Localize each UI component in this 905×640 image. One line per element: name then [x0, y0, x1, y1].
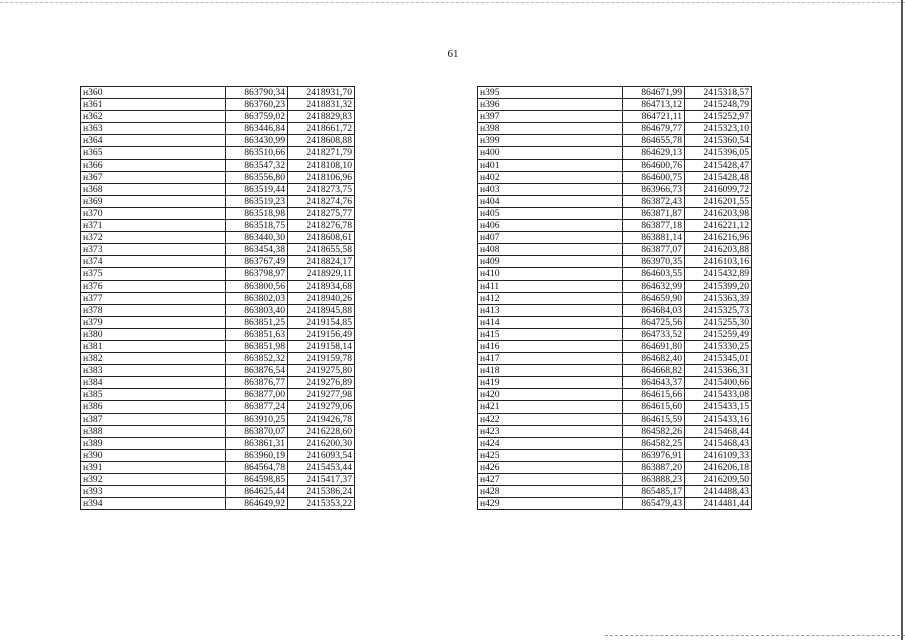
x-coordinate-cell: 864655,78 — [623, 135, 685, 147]
point-name-cell: н371 — [81, 220, 226, 232]
table-row — [81, 377, 355, 389]
x-coordinate-cell: 864725,56 — [623, 316, 685, 328]
point-name-cell: н422 — [478, 413, 623, 425]
point-name-cell: н369 — [81, 195, 226, 207]
table-row — [81, 268, 355, 280]
point-name-cell: н400 — [478, 147, 623, 159]
x-coordinate-cell: 864682,40 — [623, 353, 685, 365]
y-coordinate-cell: 2418608,61 — [288, 232, 355, 244]
table-row — [478, 340, 752, 352]
point-name-cell: н421 — [478, 401, 623, 413]
point-name-cell: н380 — [81, 328, 226, 340]
y-coordinate-cell: 2414488,43 — [685, 486, 752, 498]
table-row — [81, 340, 355, 352]
point-name-cell: н393 — [81, 486, 226, 498]
y-coordinate-cell: 2419426,78 — [288, 413, 355, 425]
x-coordinate-cell: 863970,35 — [623, 256, 685, 268]
x-coordinate-cell: 864643,37 — [623, 377, 685, 389]
point-name-cell: н415 — [478, 328, 623, 340]
table-row — [478, 498, 752, 510]
y-coordinate-cell: 2418931,70 — [288, 87, 355, 99]
point-name-cell: н368 — [81, 183, 226, 195]
table-row — [81, 437, 355, 449]
y-coordinate-cell: 2416103,16 — [685, 256, 752, 268]
scan-edge-bottom — [605, 635, 905, 637]
x-coordinate-cell: 863760,23 — [226, 99, 288, 111]
x-coordinate-cell: 864733,52 — [623, 328, 685, 340]
y-coordinate-cell: 2418945,88 — [288, 304, 355, 316]
y-coordinate-cell: 2418106,96 — [288, 171, 355, 183]
y-coordinate-cell: 2416221,12 — [685, 220, 752, 232]
x-coordinate-cell: 863798,97 — [226, 268, 288, 280]
x-coordinate-cell: 863870,07 — [226, 425, 288, 437]
y-coordinate-cell: 2415428,47 — [685, 159, 752, 171]
y-coordinate-cell: 2415363,39 — [685, 292, 752, 304]
y-coordinate-cell: 2419159,78 — [288, 353, 355, 365]
table-row — [81, 389, 355, 401]
x-coordinate-cell: 864564,78 — [226, 461, 288, 473]
point-name-cell: н379 — [81, 316, 226, 328]
x-coordinate-cell: 863802,03 — [226, 292, 288, 304]
point-name-cell: н367 — [81, 171, 226, 183]
coordinates-table-left — [80, 86, 355, 510]
table-row — [81, 147, 355, 159]
y-coordinate-cell: 2418829,83 — [288, 111, 355, 123]
table-row — [81, 183, 355, 195]
point-name-cell: н402 — [478, 171, 623, 183]
point-name-cell: н404 — [478, 195, 623, 207]
y-coordinate-cell: 2416201,55 — [685, 195, 752, 207]
table-row — [478, 135, 752, 147]
table-row — [478, 449, 752, 461]
table-row — [81, 292, 355, 304]
x-coordinate-cell: 863800,56 — [226, 280, 288, 292]
table-row — [81, 256, 355, 268]
point-name-cell: н395 — [478, 87, 623, 99]
x-coordinate-cell: 865479,43 — [623, 498, 685, 510]
y-coordinate-cell: 2416203,98 — [685, 207, 752, 219]
y-coordinate-cell: 2418271,79 — [288, 147, 355, 159]
point-name-cell: н385 — [81, 389, 226, 401]
x-coordinate-cell: 863877,24 — [226, 401, 288, 413]
y-coordinate-cell: 2418824,17 — [288, 256, 355, 268]
y-coordinate-cell: 2415252,97 — [685, 111, 752, 123]
y-coordinate-cell: 2415428,48 — [685, 171, 752, 183]
point-name-cell: н399 — [478, 135, 623, 147]
point-name-cell: н394 — [81, 498, 226, 510]
x-coordinate-cell: 863767,49 — [226, 256, 288, 268]
x-coordinate-cell: 863851,98 — [226, 340, 288, 352]
table-row — [81, 498, 355, 510]
point-name-cell: н417 — [478, 353, 623, 365]
y-coordinate-cell: 2415366,31 — [685, 365, 752, 377]
point-name-cell: н373 — [81, 244, 226, 256]
table-row — [478, 111, 752, 123]
point-name-cell: н366 — [81, 159, 226, 171]
x-coordinate-cell: 863518,75 — [226, 220, 288, 232]
y-coordinate-cell: 2415453,44 — [288, 461, 355, 473]
y-coordinate-cell: 2415468,44 — [685, 425, 752, 437]
y-coordinate-cell: 2416109,33 — [685, 449, 752, 461]
y-coordinate-cell: 2415468,43 — [685, 437, 752, 449]
point-name-cell: н378 — [81, 304, 226, 316]
y-coordinate-cell: 2418661,72 — [288, 123, 355, 135]
point-name-cell: н424 — [478, 437, 623, 449]
y-coordinate-cell: 2419156,49 — [288, 328, 355, 340]
point-name-cell: н390 — [81, 449, 226, 461]
table-row — [478, 474, 752, 486]
x-coordinate-cell: 864603,55 — [623, 268, 685, 280]
point-name-cell: н428 — [478, 486, 623, 498]
y-coordinate-cell: 2416093,54 — [288, 449, 355, 461]
point-name-cell: н426 — [478, 461, 623, 473]
point-name-cell: н405 — [478, 207, 623, 219]
x-coordinate-cell: 863547,32 — [226, 159, 288, 171]
point-name-cell: н429 — [478, 498, 623, 510]
table-row — [81, 123, 355, 135]
x-coordinate-cell: 863454,38 — [226, 244, 288, 256]
scan-edge-top — [0, 2, 905, 6]
x-coordinate-cell: 863556,80 — [226, 171, 288, 183]
y-coordinate-cell: 2415432,89 — [685, 268, 752, 280]
table-row — [478, 365, 752, 377]
table-row — [478, 99, 752, 111]
table-row — [81, 365, 355, 377]
point-name-cell: н396 — [478, 99, 623, 111]
table-row — [478, 195, 752, 207]
point-name-cell: н407 — [478, 232, 623, 244]
x-coordinate-cell: 864632,99 — [623, 280, 685, 292]
x-coordinate-cell: 863852,32 — [226, 353, 288, 365]
y-coordinate-cell: 2416209,50 — [685, 474, 752, 486]
table-row — [478, 87, 752, 99]
point-name-cell: н420 — [478, 389, 623, 401]
y-coordinate-cell: 2418275,77 — [288, 207, 355, 219]
x-coordinate-cell: 863877,00 — [226, 389, 288, 401]
point-name-cell: н384 — [81, 377, 226, 389]
y-coordinate-cell: 2416200,30 — [288, 437, 355, 449]
table-row — [81, 232, 355, 244]
y-coordinate-cell: 2418273,75 — [288, 183, 355, 195]
table-row — [81, 413, 355, 425]
point-name-cell: н364 — [81, 135, 226, 147]
x-coordinate-cell: 864600,75 — [623, 171, 685, 183]
y-coordinate-cell: 2416203,88 — [685, 244, 752, 256]
table-row — [81, 171, 355, 183]
y-coordinate-cell: 2418929,11 — [288, 268, 355, 280]
table-row — [81, 195, 355, 207]
table-row — [81, 99, 355, 111]
x-coordinate-cell: 863887,20 — [623, 461, 685, 473]
y-coordinate-cell: 2418108,10 — [288, 159, 355, 171]
point-name-cell: н363 — [81, 123, 226, 135]
point-name-cell: н419 — [478, 377, 623, 389]
point-name-cell: н389 — [81, 437, 226, 449]
y-coordinate-cell: 2418608,88 — [288, 135, 355, 147]
scan-edge-right — [901, 0, 903, 640]
table-row — [81, 461, 355, 473]
point-name-cell: н361 — [81, 99, 226, 111]
x-coordinate-cell: 863851,63 — [226, 328, 288, 340]
x-coordinate-cell: 863872,43 — [623, 195, 685, 207]
table-row — [81, 159, 355, 171]
y-coordinate-cell: 2415433,15 — [685, 401, 752, 413]
x-coordinate-cell: 864582,25 — [623, 437, 685, 449]
y-coordinate-cell: 2418274,76 — [288, 195, 355, 207]
y-coordinate-cell: 2415318,57 — [685, 87, 752, 99]
point-name-cell: н413 — [478, 304, 623, 316]
x-coordinate-cell: 864691,80 — [623, 340, 685, 352]
table-row — [81, 353, 355, 365]
y-coordinate-cell: 2419275,80 — [288, 365, 355, 377]
x-coordinate-cell: 863510,66 — [226, 147, 288, 159]
y-coordinate-cell: 2418934,68 — [288, 280, 355, 292]
y-coordinate-cell: 2418276,78 — [288, 220, 355, 232]
y-coordinate-cell: 2416228,60 — [288, 425, 355, 437]
y-coordinate-cell: 2419158,14 — [288, 340, 355, 352]
y-coordinate-cell: 2418655,58 — [288, 244, 355, 256]
x-coordinate-cell: 864625,44 — [226, 486, 288, 498]
point-name-cell: н362 — [81, 111, 226, 123]
x-coordinate-cell: 863803,40 — [226, 304, 288, 316]
x-coordinate-cell: 863910,25 — [226, 413, 288, 425]
x-coordinate-cell: 864679,77 — [623, 123, 685, 135]
point-name-cell: н414 — [478, 316, 623, 328]
table-row — [478, 304, 752, 316]
point-name-cell: н370 — [81, 207, 226, 219]
point-name-cell: н387 — [81, 413, 226, 425]
x-coordinate-cell: 863888,23 — [623, 474, 685, 486]
x-coordinate-cell: 864600,76 — [623, 159, 685, 171]
y-coordinate-cell: 2415323,10 — [685, 123, 752, 135]
y-coordinate-cell: 2419277,98 — [288, 389, 355, 401]
page-number: 61 — [447, 48, 459, 60]
table-row — [478, 159, 752, 171]
x-coordinate-cell: 864659,90 — [623, 292, 685, 304]
x-coordinate-cell: 864649,92 — [226, 498, 288, 510]
table-row — [81, 280, 355, 292]
y-coordinate-cell: 2415386,24 — [288, 486, 355, 498]
y-coordinate-cell: 2416099,72 — [685, 183, 752, 195]
y-coordinate-cell: 2419276,89 — [288, 377, 355, 389]
table-row — [478, 389, 752, 401]
x-coordinate-cell: 864615,59 — [623, 413, 685, 425]
table-row — [81, 425, 355, 437]
y-coordinate-cell: 2415400,66 — [685, 377, 752, 389]
point-name-cell: н406 — [478, 220, 623, 232]
table-row — [81, 135, 355, 147]
point-name-cell: н411 — [478, 280, 623, 292]
table-row — [478, 268, 752, 280]
table-row — [478, 413, 752, 425]
point-name-cell: н418 — [478, 365, 623, 377]
table-row — [478, 280, 752, 292]
table-row — [81, 207, 355, 219]
point-name-cell: н427 — [478, 474, 623, 486]
table-row — [81, 111, 355, 123]
point-name-cell: н382 — [81, 353, 226, 365]
x-coordinate-cell: 863519,44 — [226, 183, 288, 195]
table-row — [478, 207, 752, 219]
table-row — [478, 425, 752, 437]
point-name-cell: н408 — [478, 244, 623, 256]
x-coordinate-cell: 864629,13 — [623, 147, 685, 159]
x-coordinate-cell: 864615,60 — [623, 401, 685, 413]
x-coordinate-cell: 863790,34 — [226, 87, 288, 99]
x-coordinate-cell: 864684,03 — [623, 304, 685, 316]
x-coordinate-cell: 863877,07 — [623, 244, 685, 256]
y-coordinate-cell: 2415255,30 — [685, 316, 752, 328]
table-row — [478, 437, 752, 449]
x-coordinate-cell: 864615,66 — [623, 389, 685, 401]
table-row — [478, 171, 752, 183]
table-row — [478, 220, 752, 232]
y-coordinate-cell: 2414481,44 — [685, 498, 752, 510]
x-coordinate-cell: 863861,31 — [226, 437, 288, 449]
point-name-cell: н410 — [478, 268, 623, 280]
x-coordinate-cell: 864582,26 — [623, 425, 685, 437]
point-name-cell: н372 — [81, 232, 226, 244]
table-row — [478, 292, 752, 304]
y-coordinate-cell: 2416216,96 — [685, 232, 752, 244]
y-coordinate-cell: 2418940,26 — [288, 292, 355, 304]
point-name-cell: н416 — [478, 340, 623, 352]
y-coordinate-cell: 2415360,54 — [685, 135, 752, 147]
x-coordinate-cell: 863518,98 — [226, 207, 288, 219]
point-name-cell: н386 — [81, 401, 226, 413]
table-row — [478, 316, 752, 328]
point-name-cell: н412 — [478, 292, 623, 304]
x-coordinate-cell: 863871,87 — [623, 207, 685, 219]
table-row — [478, 123, 752, 135]
y-coordinate-cell: 2415353,22 — [288, 498, 355, 510]
table-row — [81, 401, 355, 413]
table-row — [81, 316, 355, 328]
point-name-cell: н392 — [81, 474, 226, 486]
y-coordinate-cell: 2415248,79 — [685, 99, 752, 111]
table-row — [478, 183, 752, 195]
point-name-cell: н365 — [81, 147, 226, 159]
table-row — [81, 244, 355, 256]
x-coordinate-cell: 863446,84 — [226, 123, 288, 135]
x-coordinate-cell: 864598,85 — [226, 474, 288, 486]
point-name-cell: н374 — [81, 256, 226, 268]
x-coordinate-cell: 863976,91 — [623, 449, 685, 461]
y-coordinate-cell: 2415417,37 — [288, 474, 355, 486]
point-name-cell: н398 — [478, 123, 623, 135]
x-coordinate-cell: 863759,02 — [226, 111, 288, 123]
table-row — [478, 486, 752, 498]
x-coordinate-cell: 864671,99 — [623, 87, 685, 99]
y-coordinate-cell: 2415433,08 — [685, 389, 752, 401]
x-coordinate-cell: 863440,30 — [226, 232, 288, 244]
y-coordinate-cell: 2416206,18 — [685, 461, 752, 473]
x-coordinate-cell: 864721,11 — [623, 111, 685, 123]
x-coordinate-cell: 863881,14 — [623, 232, 685, 244]
point-name-cell: н388 — [81, 425, 226, 437]
y-coordinate-cell: 2415399,20 — [685, 280, 752, 292]
point-name-cell: н409 — [478, 256, 623, 268]
point-name-cell: н403 — [478, 183, 623, 195]
point-name-cell: н375 — [81, 268, 226, 280]
y-coordinate-cell: 2415433,16 — [685, 413, 752, 425]
table-row — [81, 304, 355, 316]
table-row — [81, 87, 355, 99]
point-name-cell: н360 — [81, 87, 226, 99]
x-coordinate-cell: 864713,12 — [623, 99, 685, 111]
point-name-cell: н381 — [81, 340, 226, 352]
point-name-cell: н397 — [478, 111, 623, 123]
table-row — [478, 147, 752, 159]
x-coordinate-cell: 863876,77 — [226, 377, 288, 389]
table-row — [81, 449, 355, 461]
table-row — [478, 256, 752, 268]
x-coordinate-cell: 863851,25 — [226, 316, 288, 328]
x-coordinate-cell: 863430,99 — [226, 135, 288, 147]
y-coordinate-cell: 2415330,25 — [685, 340, 752, 352]
y-coordinate-cell: 2419154,85 — [288, 316, 355, 328]
table-row — [81, 474, 355, 486]
point-name-cell: н423 — [478, 425, 623, 437]
y-coordinate-cell: 2415396,05 — [685, 147, 752, 159]
y-coordinate-cell: 2419279,06 — [288, 401, 355, 413]
point-name-cell: н401 — [478, 159, 623, 171]
x-coordinate-cell: 865485,17 — [623, 486, 685, 498]
table-row — [478, 232, 752, 244]
table-row — [478, 353, 752, 365]
x-coordinate-cell: 863519,23 — [226, 195, 288, 207]
point-name-cell: н391 — [81, 461, 226, 473]
table-row — [478, 401, 752, 413]
point-name-cell: н383 — [81, 365, 226, 377]
point-name-cell: н425 — [478, 449, 623, 461]
table-row — [81, 328, 355, 340]
table-row — [478, 328, 752, 340]
x-coordinate-cell: 863876,54 — [226, 365, 288, 377]
point-name-cell: н377 — [81, 292, 226, 304]
y-coordinate-cell: 2415259,49 — [685, 328, 752, 340]
x-coordinate-cell: 863960,19 — [226, 449, 288, 461]
x-coordinate-cell: 864668,82 — [623, 365, 685, 377]
point-name-cell: н376 — [81, 280, 226, 292]
table-row — [478, 244, 752, 256]
y-coordinate-cell: 2415345,01 — [685, 353, 752, 365]
y-coordinate-cell: 2415325,73 — [685, 304, 752, 316]
table-row — [81, 486, 355, 498]
x-coordinate-cell: 863877,18 — [623, 220, 685, 232]
y-coordinate-cell: 2418831,32 — [288, 99, 355, 111]
table-row — [478, 377, 752, 389]
table-row — [478, 461, 752, 473]
x-coordinate-cell: 863966,73 — [623, 183, 685, 195]
coordinates-table-right — [477, 86, 752, 510]
table-row — [81, 220, 355, 232]
